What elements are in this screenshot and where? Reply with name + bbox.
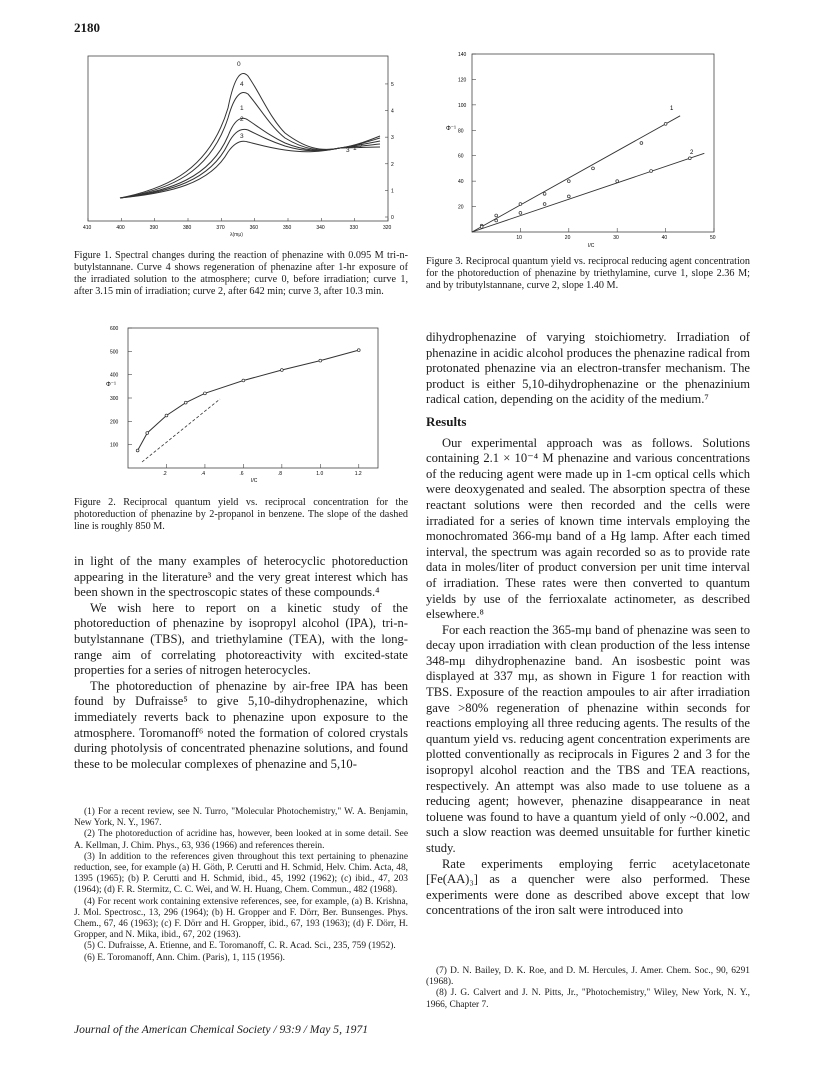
footnote-6: (6) E. Toromanoff, Ann. Chim. (Paris), 1, 115 (1956). — [84, 952, 285, 963]
f2-xtick: 1.0 — [316, 471, 324, 477]
f2-ylabel: Φ⁻¹ — [106, 382, 116, 388]
f2-curve — [138, 350, 359, 450]
f3-xlabel: I/C — [588, 243, 595, 248]
f3-point-2 — [495, 219, 498, 222]
left-footnotes — [74, 807, 408, 964]
f2-xtick: .4 — [200, 471, 206, 477]
f3-xtick: 40 — [661, 235, 668, 241]
f3-curve-label-2: 2 — [690, 150, 694, 156]
f2-ytick: 500 — [110, 349, 119, 356]
f2-point — [357, 349, 360, 352]
f3-ytick: 40 — [458, 179, 464, 186]
f1-ytick: 5 — [391, 81, 394, 88]
f1-ytick: 3 — [391, 135, 394, 142]
f2-xtick: .2 — [162, 471, 167, 477]
journal-footer: Journal of the American Chemical Society / 93:9 / May 5, 1971 — [74, 1023, 369, 1036]
curve-label-2: 2 — [240, 116, 244, 123]
f3-line-1 — [472, 116, 680, 232]
footnote-5: (5) C. Dufraisse, A. Etienne, and E. Toromanoff, C. R. Acad. Sci., 235, 759 (1952). — [84, 941, 396, 952]
f3-point-1 — [567, 180, 570, 183]
f3-xtick: 10 — [516, 235, 522, 241]
right-column — [426, 330, 750, 919]
curve-label-0: 0 — [237, 61, 241, 68]
footnote-7: (7) D. N. Bailey, D. K. Roe, and D. M. Hercules, J. Amer. Chem. Soc., 90, 6291 (1968). — [426, 966, 750, 988]
f3-point-2 — [650, 170, 653, 173]
f3-ylabel: Φ⁻¹ — [446, 126, 456, 132]
left-column — [74, 554, 408, 772]
f3-point-2 — [480, 226, 483, 229]
f3-ytick: 20 — [458, 204, 464, 211]
f3-xtick: 30 — [613, 235, 619, 241]
f1-xtick: 390 — [149, 225, 159, 231]
f1-xtick: 380 — [183, 225, 192, 231]
f3-point-1 — [640, 142, 643, 145]
f1-xtick: 400 — [116, 225, 125, 231]
curve-1 — [120, 118, 380, 198]
f2-xtick: 1.2 — [354, 471, 362, 477]
f1-xtick: 320 — [383, 225, 392, 231]
f2-ytick: 400 — [110, 372, 119, 379]
f1-xtick: 410 — [83, 225, 92, 231]
f2-point — [280, 369, 283, 372]
f2-point — [136, 449, 139, 452]
f2-ytick: 600 — [110, 326, 119, 332]
end-label-1: 1 — [353, 145, 357, 152]
figure-2-plot — [96, 322, 396, 482]
f3-xtick: 20 — [564, 235, 571, 241]
f1-ytick: 2 — [391, 161, 394, 168]
f3-point-2 — [567, 195, 570, 198]
page-number: 2180 — [74, 20, 100, 35]
curve-0 — [120, 74, 380, 198]
figure-3-caption: Figure 3. Reciprocal quantum yield vs. reciprocal reducing agent concentration for the photoreduction of phenazine by triethylamine, curve 1, slope 2.36 M; and by tributylstannane, curve 2, slope 1.40 M. — [426, 256, 750, 291]
f1-ytick: 1 — [391, 188, 394, 195]
f2-point — [319, 359, 322, 362]
f1-xtick: 340 — [316, 225, 325, 231]
right-paragraph-4: Rate experiments employing ferric acetylacetonate [Fe(AA)₃] as a quencher were also performed. These experiments were done as described above except that low concentrations of the iron salt were introduced into — [426, 856, 750, 918]
footnote-1: (1) For a recent review, see N. Turro, "Molecular Photochemistry," W. A. Benjamin, New York, N. Y., 1967. — [74, 807, 408, 829]
right-paragraph-2: Our experimental approach was as follows. Solutions containing 2.1 × 10⁻⁴ M phenazine and various concentrations of the reducing agent were made up in 1-cm optical cells which were deoxygenated and sealed. The absorption spectra of these reactant solutions were then recorded and the cells were irradiated for a series of known time intervals employing the monochromated 366-mμ band of a Hg lamp. After each timed interval, the spectrum was again recorded so as to provide rate data in moles/liter of product conversion per unit time interval of irradiation. These rates were then converted to quantum yields by use of the ferrioxalate actinometer, as described elsewhere.⁸ — [426, 435, 750, 622]
f3-point-1 — [592, 167, 595, 170]
right-paragraph-3: For each reaction the 365-mμ band of phenazine was seen to decay upon irradiation with clean production of the less intense 348-mμ dihydrophenazine band. An isosbestic point was displayed at 337 mμ, as shown in Figure 1 for reaction with TBS. Exposure of the reaction ampoules to air after irradiation gave >80% regeneration of phenazine within seconds for reactions employing all three reducing agents. The results of the quantum yield vs. reducing agent concentration experiments are plotted conventionally as reciprocals in Figures 2 and 3 for the isopropyl alcohol reaction and the TBS and TEA reactions, respectively. An attempt was also made to use toluene as a reducing agent; however, phenazine disappearance in neat toluene was found to have a quantum yield of only ~0.002, and such a slow reaction was deemed unsuitable for further kinetic study. — [426, 622, 750, 855]
f3-point-1 — [495, 214, 498, 217]
end-label-3: 3 — [346, 147, 350, 154]
left-paragraph-2: We wish here to report on a kinetic study of the photoreduction of phenazine by isopropyl alcohol (IPA), tri-n-butylstannane (TBS), and triethylamine (TEA), with the long-range aim of correlating photoreactivity with excited-state properties for a series of nitrogen heterocycles. — [74, 600, 408, 678]
left-paragraph-3: The photoreduction of phenazine by air-free IPA has been found by Dufraisse⁵ to give 5,10-dihydrophenazine, which immediately reverts back to phenazine upon exposure to the atmosphere. Toromanoff⁶ noted the formation of colored crystals during photolysis of concentrated phenazine solutions, and found these to be molecular complexes of phenazine and 5,10- — [74, 678, 408, 771]
curve-3 — [120, 141, 380, 198]
f1-xtick: 360 — [249, 225, 259, 231]
f2-ytick: 300 — [110, 396, 119, 402]
f3-point-2 — [543, 203, 546, 206]
f3-point-1 — [664, 123, 667, 126]
footnote-8: (8) J. G. Calvert and J. N. Pitts, Jr., "Photochemistry," Wiley, New York, N. Y., 1966, Chapter 7. — [426, 988, 750, 1010]
f3-curve-label-1: 1 — [670, 106, 674, 112]
f3-ytick: 60 — [458, 153, 464, 160]
footnote-4: (4) For recent work containing extensive references, see, for example, (a) B. Krishna, J. Mol. Spectrosc., 13, 296 (1964); (b) H. Gropper and F. Dörr, Ber. Bunsenges. Phys. Chem., 67, 46 (1963); (c) F. Dörr and H. Gropper, ibid., 67, 193 (1963); (d) F. Dörr, H. Gropper, and N. Mika, ibid., 67, 202 (1963). — [74, 896, 408, 941]
f2-dashed-line — [142, 399, 220, 462]
f3-point-1 — [543, 192, 546, 195]
f1-xtick: 350 — [283, 225, 292, 231]
f2-point — [204, 392, 207, 395]
f3-ytick: 80 — [458, 128, 464, 135]
f3-xtick: 50 — [710, 235, 716, 241]
right-footnotes — [426, 966, 750, 1011]
f1-ytick: 0 — [391, 215, 394, 221]
f3-line-2 — [472, 153, 704, 232]
figure-1-caption: Figure 1. Spectral changes during the reaction of phenazine with 0.095 M tri-n-butylstannane. Curve 4 shows regeneration of phenazine after 1-hr exposure of the irradiated solution to the atmosphere; curve 0, before irradiation; curve 1, after 3.15 min of irradiation; curve 2, after 642 min; curve 3, after 10.3 min. — [74, 250, 408, 297]
x-unit: λ(mμ) — [230, 232, 243, 238]
results-heading: Results — [426, 413, 467, 429]
f3-point-2 — [616, 180, 619, 183]
curve-label-1: 1 — [240, 105, 244, 112]
curve-label-3: 3 — [240, 133, 244, 140]
f1-xtick: 370 — [216, 225, 225, 231]
f2-xlabel: I/C — [251, 478, 258, 482]
f2-xtick: .6 — [239, 471, 244, 477]
left-paragraph-1: in light of the many examples of heterocyclic photoreduction appearing in the literature³ and the very great interest which has been shown in the spectroscopic states of these compounds.⁴ — [74, 554, 408, 600]
figure-1-spectra — [80, 48, 400, 238]
f3-ytick: 140 — [458, 52, 467, 58]
f3-point-2 — [519, 212, 522, 215]
f3-point-1 — [519, 203, 522, 206]
f2-point — [165, 414, 168, 417]
f1-xtick: 330 — [349, 225, 359, 231]
f3-point-2 — [688, 157, 691, 160]
end-label-2: 2 — [359, 143, 363, 150]
right-paragraph-1: dihydrophenazine of varying stoichiometry. Irradiation of phenazine in acidic alcohol produces the phenazine radical from protonated phenazine via an electron-transfer mechanism. The product is either 5,10-dihydrophenazine or the phenazinium radical cation, depending on the acidity of the medium.⁷ — [426, 330, 750, 407]
footnote-3: (3) In addition to the references given throughout this text pertaining to phenazine reduction, see, for example (a) H. Göth, P. Cerutti and H. Schmid, Helv. Chim. Acta, 48, 1395 (1965); (b) P. Cerutti and H. Schmid, ibid., 45, 1992 (1962); (c) ibid., 47, 203 (1964); (d) F. R. Stermitz, C. C. Wei, and W. H. Huang, Chem. Commun., 482 (1968). — [74, 851, 408, 896]
f2-ytick: 200 — [110, 419, 119, 426]
f1-ytick: 4 — [391, 108, 394, 115]
f2-xtick: .8 — [277, 471, 283, 477]
curve-4 — [120, 93, 380, 198]
f3-ytick: 120 — [458, 77, 467, 84]
figure-3-plot — [438, 48, 738, 248]
footnote-2: (2) The photoreduction of acridine has, however, been looked at in some detail. See A. Kellman, J. Chim. Phys., 63, 936 (1966) and references therein. — [74, 829, 408, 851]
f2-point — [184, 401, 187, 404]
curve-label-4: 4 — [240, 81, 244, 88]
f3-ytick: 100 — [458, 102, 467, 109]
f2-point — [242, 379, 245, 382]
f2-ytick: 100 — [110, 442, 119, 449]
figure-2-caption: Figure 2. Reciprocal quantum yield vs. reciprocal concentration for the photoreduction of phenazine by 2-propanol in benzene. The slope of the dashed line is roughly 850 M. — [74, 497, 408, 532]
curve-2 — [120, 129, 380, 198]
f2-point — [146, 432, 149, 435]
